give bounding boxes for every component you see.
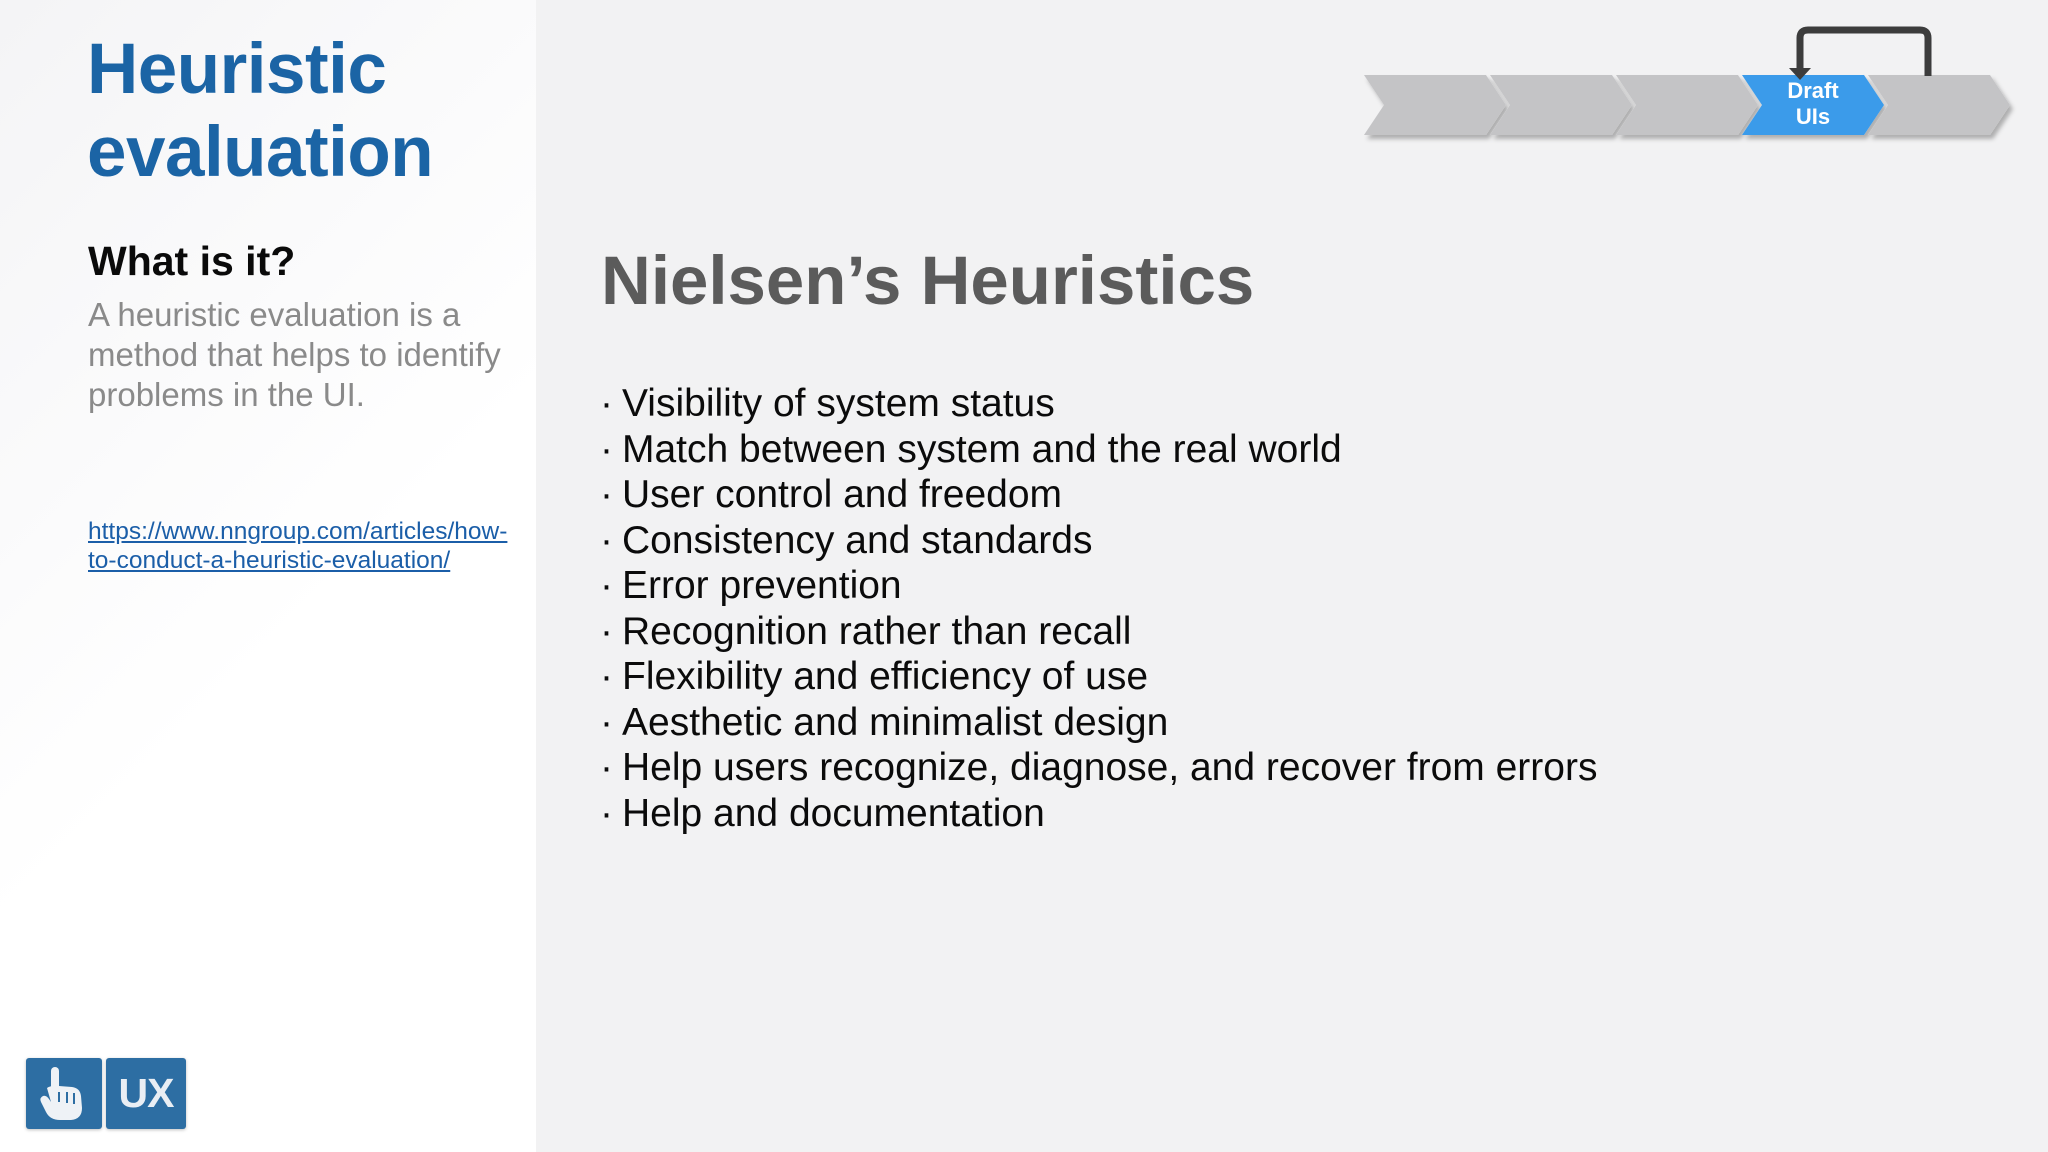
heuristic-text: Aesthetic and minimalist design <box>622 700 1169 744</box>
process-step-label-line2: UIs <box>1795 104 1831 129</box>
heuristic-text: Consistency and standards <box>622 518 1093 562</box>
list-item <box>600 609 2000 655</box>
heuristic-text: Match between system and the real world <box>622 427 1342 471</box>
hand-pointer-icon <box>26 1058 102 1129</box>
definition-text: A heuristic evaluation is a method that helps to identify problems in the UI. <box>88 296 501 413</box>
loop-arrow <box>1800 30 1928 76</box>
bullet: · <box>600 564 613 607</box>
bullet: · <box>600 791 613 835</box>
bullet: · <box>600 655 613 698</box>
list-item <box>600 700 2000 746</box>
main-title: Nielsen’s Heuristics <box>601 242 1255 319</box>
process-step-2 <box>1490 75 1632 135</box>
bullet: · <box>600 700 613 744</box>
left-panel <box>0 0 536 1152</box>
process-step-1 <box>1364 75 1506 135</box>
list-item <box>600 791 2000 837</box>
process-step-label-line1: Draft <box>1787 78 1839 103</box>
heuristic-text: User control and freedom <box>622 473 1063 516</box>
heuristics-list <box>600 381 2000 836</box>
source-link[interactable]: https://www.nngroup.com/articles/how-to-conduct-a-heuristic-evaluation/ <box>88 518 508 574</box>
list-item <box>600 745 2000 791</box>
heuristic-text: Recognition rather than recall <box>622 609 1132 653</box>
logo-text: UX <box>118 1070 174 1116</box>
list-item <box>600 427 2000 473</box>
process-step-5 <box>1868 75 2010 135</box>
heuristic-text: Help and documentation <box>622 791 1045 835</box>
process-step-3 <box>1616 75 1758 135</box>
bullet: · <box>600 518 613 562</box>
bullet: · <box>600 427 613 471</box>
section-title: Heuristic evaluation <box>87 30 434 192</box>
heuristic-text: Error prevention <box>622 564 902 607</box>
list-item <box>600 563 2000 609</box>
list-item <box>600 654 2000 700</box>
heuristic-text: Help users recognize, diagnose, and recover from errors <box>622 746 1598 789</box>
heuristic-text: Visibility of system status <box>622 382 1055 425</box>
heuristic-text: Flexibility and efficiency of use <box>622 655 1149 698</box>
what-is-it-heading: What is it? <box>88 238 296 284</box>
bullet: · <box>600 609 613 653</box>
list-item <box>600 472 2000 518</box>
logo-hand-tile <box>26 1058 102 1129</box>
bullet: · <box>600 746 613 789</box>
list-item <box>600 381 2000 427</box>
bullet: · <box>600 382 613 425</box>
list-item <box>600 518 2000 564</box>
logo-text-tile <box>106 1058 186 1129</box>
ux-logo <box>26 1058 186 1129</box>
process-flow <box>1340 20 2030 150</box>
bullet: · <box>600 473 613 516</box>
